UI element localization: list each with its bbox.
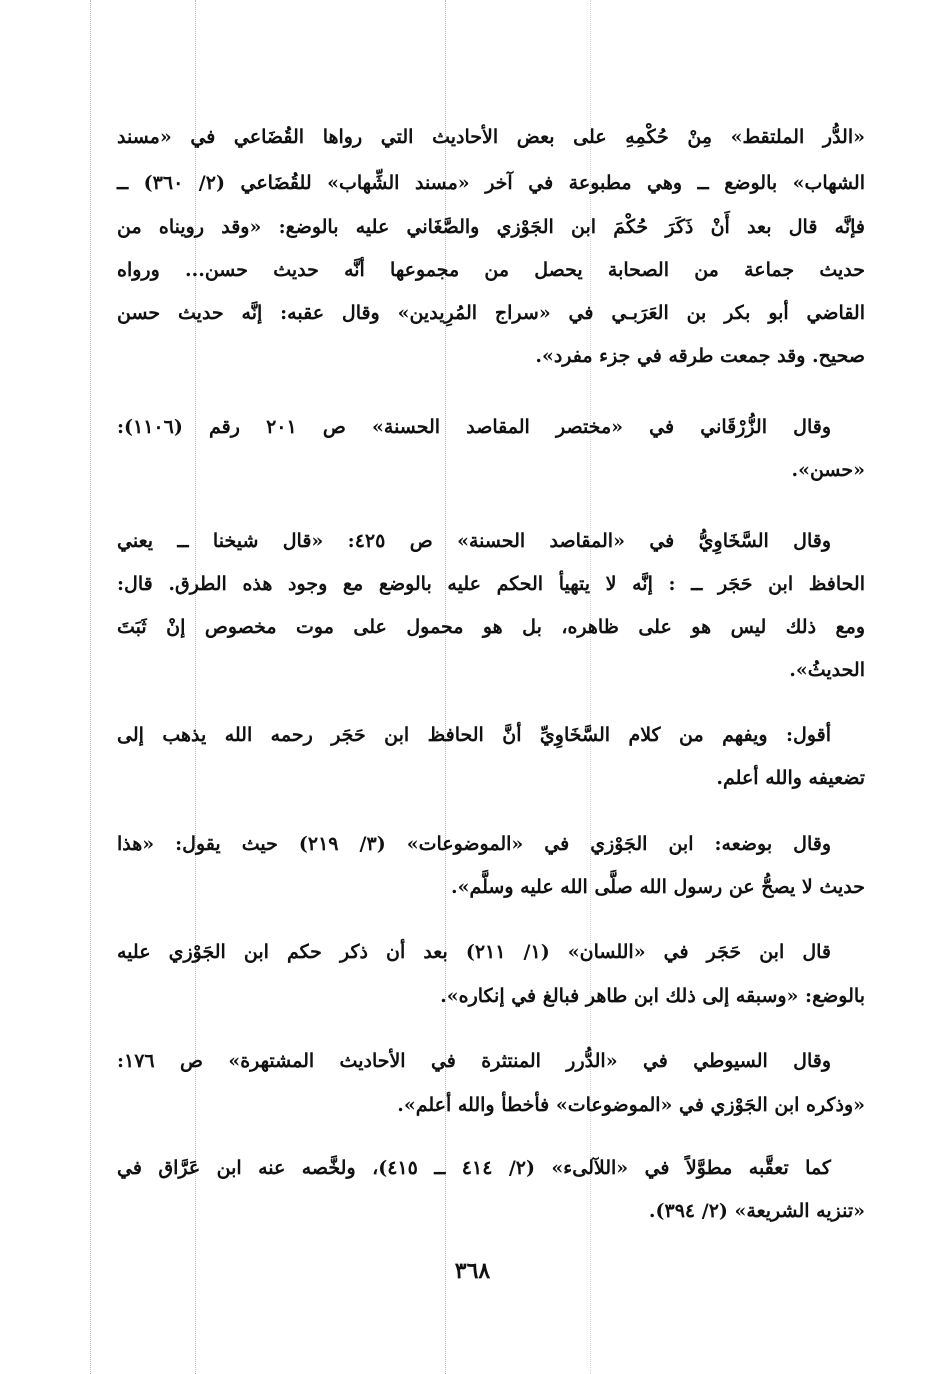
text-line: حديث جماعة من الصحابة يحصل من مجموعها أنَّه حديث حسن... ورواه: [117, 259, 865, 281]
text-line: الحافظ ابن حَجَر ــ : إنَّه لا يتهيأ الحكم عليه بالوضع مع وجود هذه الطرق. قال:: [117, 573, 865, 595]
text-line: ومع ذلك ليس هو على ظاهره، بل هو محمول على موت مخصوص إنْ ثَبَتَ: [117, 616, 865, 638]
page-number: ٣٦٨: [454, 1258, 491, 1284]
text-line: وقال بوضعه: ابن الجَوْزي في «الموضوعات» (٣/ ٢١٩) حيث يقول: «هذا: [117, 833, 831, 855]
text-line: «تنزيه الشريعة» (٢/ ٣٩٤).: [648, 1200, 865, 1222]
text-line: قال ابن حَجَر في «اللسان» (١/ ٢١١) بعد أن ذكر حكم ابن الجَوْزي عليه: [117, 941, 831, 963]
text-line: القاضي أبو بكر بن العَرَبـي في «سراج المُرِيدين» وقال عقبه: إنَّه حديث حسن: [117, 302, 865, 324]
text-line: تضعيفه والله أعلم.: [716, 767, 865, 789]
text-line: فإنَّه قال بعد أَنْ ذَكَرَ حُكْمَ ابن الجَوْزي والصَّغَاني عليه بالوضع: «وقد رويناه من: [117, 216, 865, 238]
text-line: كما تعقَّبه مطوَّلاً في «اللآلىء» (٢/ ٤١٤ ــ ٤١٥)، ولخَّصه عنه ابن عَرَّاق في: [117, 1157, 831, 1179]
text-line: الشهاب» بالوضع ــ وهي مطبوعة في آخر «مسند الشِّهاب» للقُضَاعي (٢/ ٣٦٠) ــ: [117, 172, 865, 194]
text-line: «الدُّر الملتقط» مِنْ حُكْمِهِ على بعض الأحاديث التي رواها القُضَاعي في «مسند: [117, 126, 865, 148]
text-line: الحديثُ».: [789, 659, 865, 681]
text-line: «وذكره ابن الجَوْزي في «الموضوعات» فأخطأ والله أعلم».: [397, 1094, 865, 1116]
text-line: «حسن».: [791, 459, 865, 481]
text-line: صحيح. وقد جمعت طرقه في جزء مفرد».: [535, 345, 865, 367]
text-line: أقول: ويفهم من كلام السَّخَاوِيِّ أنَّ الحافظ ابن حَجَر رحمه الله يذهب إلى: [117, 724, 831, 746]
text-line: وقال السيوطي في «الدُّرر المنتثرة في الأحاديث المشتهرة» ص ١٧٦:: [117, 1050, 831, 1072]
text-line: حديث لا يصحُّ عن رسول الله صلَّى الله عليه وسلَّم».: [451, 876, 865, 898]
text-line: وقال السَّخَاوِيُّ في «المقاصد الحسنة» ص ٤٢٥: «قال شيخنا ــ يعني: [117, 530, 831, 552]
scan-dotted-line: [90, 0, 91, 1374]
text-line: بالوضع: «وسبقه إلى ذلك ابن طاهر فبالغ في إنكاره».: [440, 985, 865, 1007]
text-line: وقال الزُّرْقَاني في «مختصر المقاصد الحسنة» ص ٢٠١ رقم (١١٠٦):: [117, 416, 831, 438]
